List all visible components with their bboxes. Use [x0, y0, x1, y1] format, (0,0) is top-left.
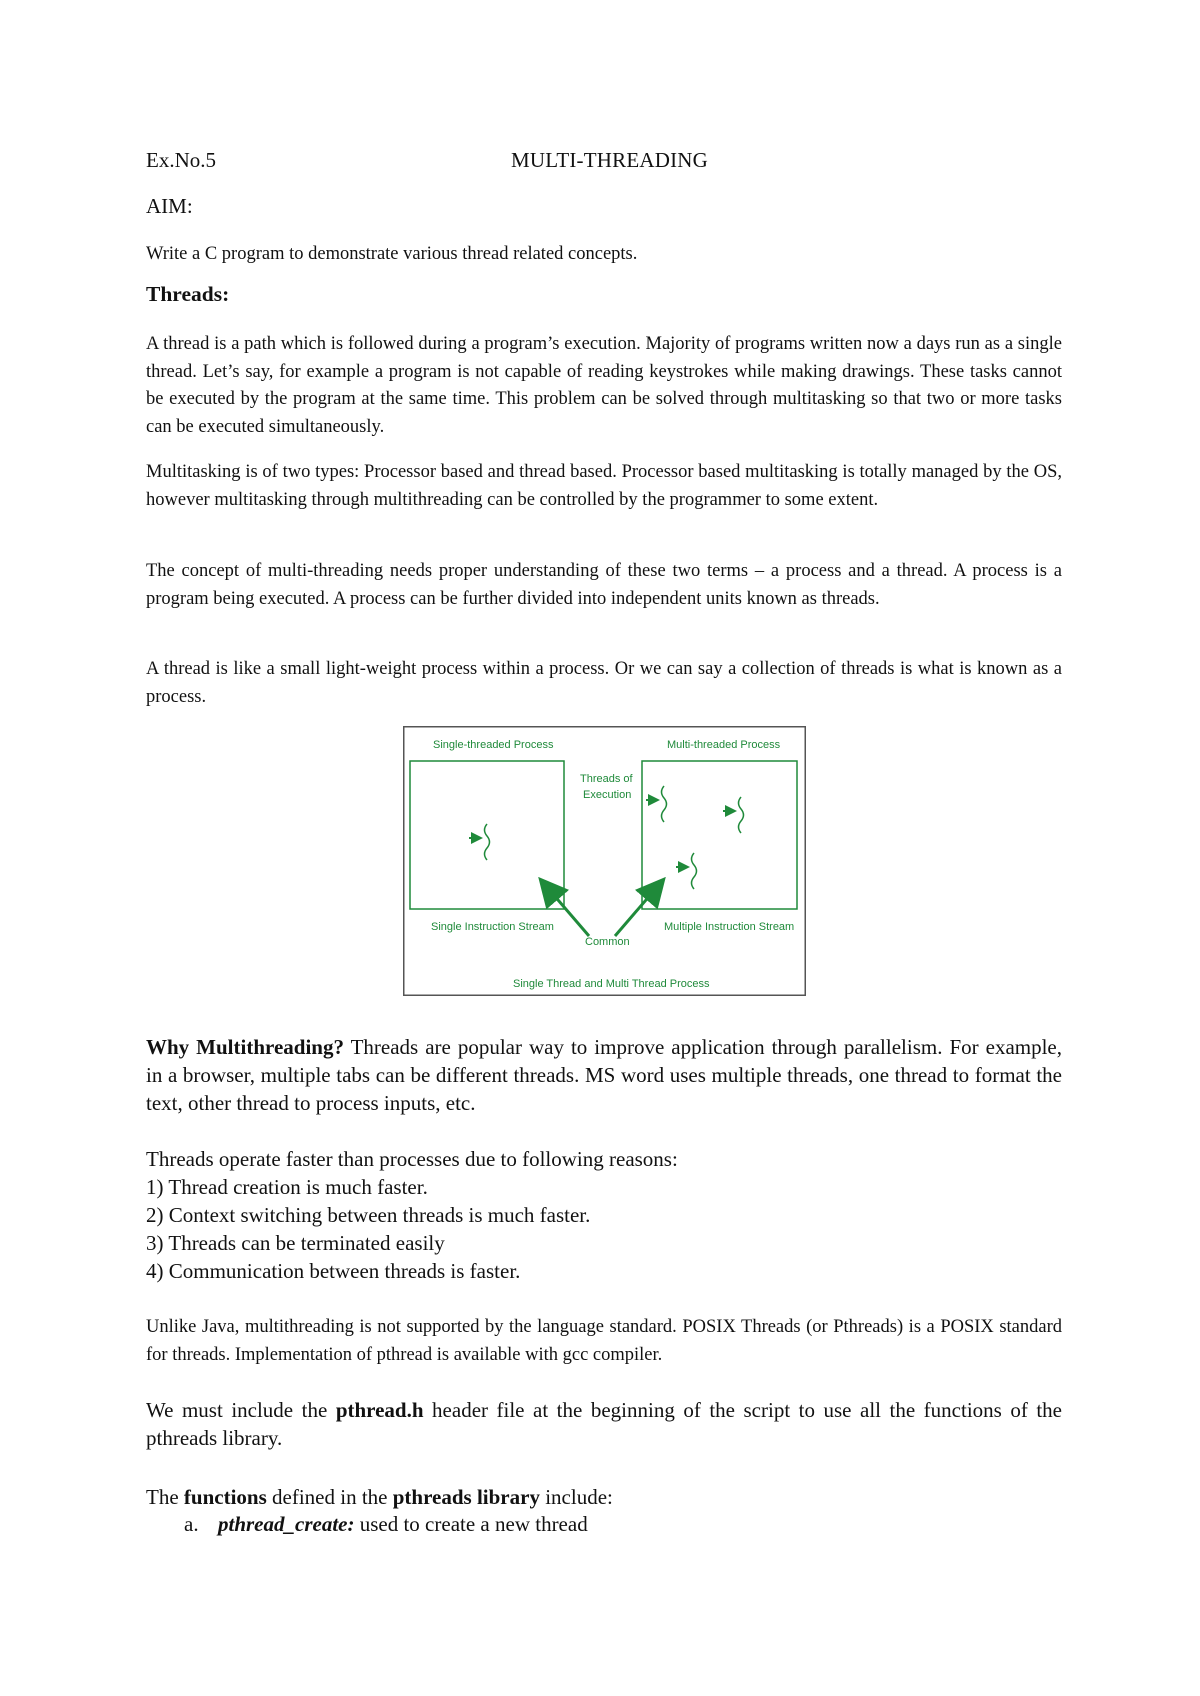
function-name: pthread_create: [218, 1512, 355, 1536]
functions-text-pre: The [146, 1485, 184, 1509]
functions-text-mid: defined in the [266, 1485, 393, 1509]
common-label: Common [585, 936, 630, 948]
list-item: 4) Communication between threads is faster. [146, 1259, 521, 1283]
posix-paragraph: Unlike Java, multithreading is not supported by the language standard. POSIX Threads (or Pthreads) is a POSIX standard for threads. Implementation of pthread is available with gcc compiler. [146, 1317, 1062, 1365]
why-multithreading-paragraph [146, 1033, 1062, 1117]
aim-heading: AIM: [146, 194, 193, 218]
header [146, 148, 1066, 178]
list-item: 1) Thread creation is much faster. [146, 1175, 428, 1199]
include-text-post: header file at the beginning of the script to use all the functions of the pthreads library. [146, 1398, 1062, 1450]
functions-text-post: include: [539, 1485, 613, 1509]
function-item [184, 1512, 588, 1537]
why-multithreading-label: Why Multithreading? [146, 1035, 344, 1059]
list-item: 3) Threads can be terminated easily [146, 1231, 445, 1255]
functions-bold: functions [183, 1485, 267, 1509]
thread-diagram [403, 726, 806, 996]
threads-paragraph-4: A thread is like a small light-weight process within a process. Or we can say a collection of threads is what is known as a process. [146, 659, 1062, 707]
function-description: used to create a new thread [354, 1512, 588, 1536]
aim-text: Write a C program to demonstrate various thread related concepts. [146, 244, 638, 264]
thread-diagram-svg [403, 726, 806, 996]
threads-heading: Threads: [146, 282, 230, 306]
header-file-name: pthread.h [335, 1398, 424, 1422]
threads-of-execution-line2: Execution [583, 789, 632, 801]
multi-process-title: Multi-threaded Process [667, 739, 781, 751]
threads-paragraph-1: A thread is a path which is followed during a program’s execution. Majority of programs written now a days run as a single thread. Let’s say, for example a program is not capable of reading keystrokes while making drawings. These tasks cannot be executed by the program at the same time. This problem can be solved through multitasking so that two or more tasks can be executed simultaneously. [146, 334, 1062, 437]
why-multithreading-text: Threads are popular way to improve application through parallelism. For example, in a browser, multiple tabs can be different threads. MS word uses multiple threads, one thread to format the text, other thread to process inputs, etc. [146, 1035, 1062, 1115]
include-paragraph [146, 1396, 1062, 1452]
multiple-instruction-stream-label: Multiple Instruction Stream [664, 921, 795, 933]
function-item-letter: a. [184, 1512, 199, 1536]
diagram-caption: Single Thread and Multi Thread Process [513, 978, 710, 990]
list-item: 2) Context switching between threads is much faster. [146, 1203, 591, 1227]
functions-intro [146, 1483, 1062, 1511]
diagram-frame [404, 727, 806, 996]
page-title: MULTI-THREADING [511, 148, 709, 172]
single-process-title: Single-threaded Process [433, 739, 554, 751]
library-name: pthreads library [392, 1485, 540, 1509]
include-text-pre: We must include the [146, 1398, 336, 1422]
threads-paragraph-3: The concept of multi-threading needs proper understanding of these two terms – a process and a thread. A process is a program being executed. A process can be further divided into independent units known as threads. [146, 561, 1062, 609]
threads-of-execution-line1: Threads of [580, 773, 633, 785]
reasons-intro: Threads operate faster than processes due to following reasons: [146, 1147, 678, 1171]
single-instruction-stream-label: Single Instruction Stream [431, 921, 554, 933]
threads-paragraph-2: Multitasking is of two types: Processor based and thread based. Processor based multitasking is totally managed by the OS, however multitasking through multithreading can be controlled by the programmer to some extent. [146, 462, 1062, 510]
exercise-number: Ex.No.5 [146, 148, 216, 172]
reasons-list [146, 1145, 1062, 1285]
